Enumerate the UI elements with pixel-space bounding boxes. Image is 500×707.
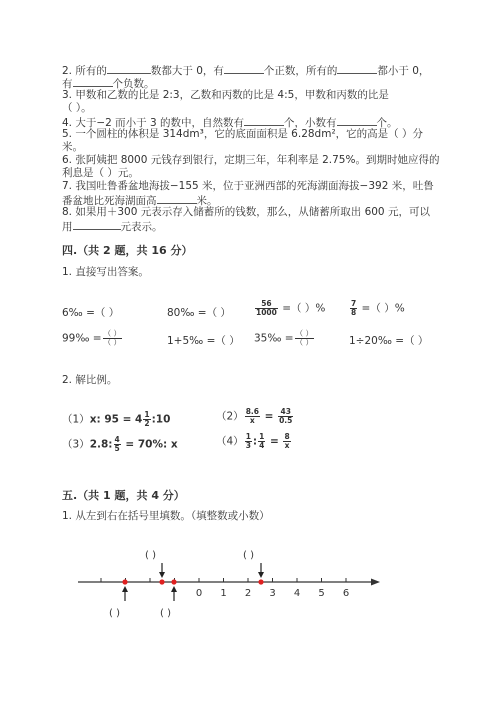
- denominator: 0.5: [279, 416, 293, 425]
- numerator: 7: [351, 299, 357, 308]
- q8-line2: [62, 219, 163, 234]
- calc-6: 1+5‰ =（ ）: [167, 335, 240, 347]
- tick-label: 6: [342, 588, 350, 599]
- axis-arrowhead: [371, 579, 380, 586]
- calc-5-text: 99‰ =: [62, 332, 102, 345]
- label: （4）: [216, 435, 244, 448]
- numerator: （ ）: [295, 329, 313, 338]
- bracket-bottom-2[interactable]: ( ): [160, 608, 171, 619]
- q2-text-5: 有: [62, 78, 73, 90]
- q7-blank[interactable]: [157, 193, 197, 204]
- q8-line1: 8. 如果用＋300 元表示存入储蓄所的钱数，那么，从储蓄所取出 600 元，可以: [62, 206, 430, 218]
- down-arrow-icon: [159, 563, 165, 578]
- calc-5: [62, 330, 123, 347]
- calc-7: [254, 330, 315, 347]
- expr: x: 95 = 4: [89, 413, 143, 426]
- denominator: 3: [245, 441, 251, 450]
- q2-text-6: 个负数。: [112, 78, 155, 90]
- q3-line2: （ ）。: [62, 102, 92, 114]
- numerator: 8.6: [245, 407, 259, 416]
- q4-text-2: 个，小数有: [284, 117, 337, 129]
- q5-line2: 米。: [62, 141, 83, 153]
- bracket-bottom-1[interactable]: ( ): [109, 608, 120, 619]
- equals: =: [260, 410, 278, 423]
- numerator: 1: [144, 410, 150, 419]
- up-arrow-icon: [171, 586, 177, 601]
- q2-blank-3[interactable]: [337, 63, 377, 74]
- point-marker-3: [171, 579, 176, 584]
- tick-label: 4: [293, 588, 301, 599]
- calc-2: 80‰ =（ ）: [167, 307, 231, 319]
- equals: =: [266, 435, 283, 448]
- q2-blank-4[interactable]: [73, 76, 113, 87]
- tick-label: 0: [195, 588, 203, 599]
- fraction: [278, 408, 293, 425]
- answer-fraction[interactable]: [103, 330, 122, 347]
- tick-label: 3: [269, 588, 276, 599]
- denominator: 1000: [256, 308, 277, 317]
- denominator: 5: [114, 444, 120, 453]
- s4-q2-title: 2. 解比例。: [62, 374, 118, 386]
- label: （3）: [62, 438, 90, 451]
- q3-line1: 3. 甲数和乙数的比是 2:3，乙数和丙数的比是 4:5，甲数和丙数的比是: [62, 89, 389, 101]
- calc-1: 6‰ =（ ）: [62, 307, 120, 319]
- q6-line2: 利息是（ ）元。: [62, 167, 139, 179]
- tick-label: 1: [220, 588, 227, 599]
- proportion-2: [216, 408, 294, 425]
- q7-text-1: 番盆地比死海湖面高: [62, 195, 157, 207]
- q6-line1: 6. 张阿姨把 8000 元钱存到银行，定期三年，年利率是 2.75%。到期时她应得的: [62, 154, 440, 166]
- q7-line1: 7. 我国吐鲁番盆地海拔−155 米，位于亚洲西部的死海湖面海拔−392 米，吐鲁: [62, 180, 434, 192]
- proportion-1: [62, 411, 170, 428]
- q4-blank-1[interactable]: [244, 115, 284, 126]
- q4-blank-2[interactable]: [337, 115, 377, 126]
- q2-blank-1[interactable]: [107, 63, 151, 74]
- answer-fraction[interactable]: [295, 330, 314, 347]
- q2-text-1: 2. 所有的: [62, 65, 107, 77]
- q7-text-2: 米。: [196, 195, 218, 207]
- numerator: 4: [114, 435, 120, 444]
- bracket-top-2[interactable]: ( ): [243, 550, 254, 561]
- expr-b: = 70%: x: [121, 438, 178, 451]
- s5-q1-title: 1. 从左到右在括号里填数。（填整数或小数）: [62, 510, 270, 522]
- tick-label: 5: [318, 588, 325, 599]
- denominator: 4: [259, 441, 265, 450]
- denominator: 8: [351, 308, 357, 317]
- denominator: （ ）: [103, 338, 121, 347]
- numerator: 56: [255, 300, 278, 309]
- q8-blank[interactable]: [73, 219, 121, 230]
- q5-line1: 5. 一个圆柱的体积是 314dm³，它的底面面积是 6.28dm²，它的高是（ ）分: [62, 128, 423, 140]
- q2-text-3: 个正数，所有的: [263, 65, 338, 77]
- q8-text-1: 用: [62, 221, 73, 233]
- expr-a: 2.8:: [89, 438, 113, 451]
- fraction: [114, 436, 121, 453]
- calc-7-text: 35‰ =: [254, 332, 294, 345]
- point-marker-2: [159, 579, 164, 584]
- numerator: 1: [259, 432, 265, 441]
- numerator: 8: [284, 432, 290, 441]
- tick-label: 2: [244, 588, 252, 599]
- tail: :10: [151, 413, 171, 426]
- calc-3-rest: =（ ）%: [278, 302, 326, 315]
- q2-blank-2[interactable]: [224, 63, 264, 74]
- section5-heading: 五.（共 1 题，共 4 分）: [62, 489, 185, 502]
- fraction: [245, 433, 252, 450]
- calc-4-rest: =（ ）%: [358, 302, 405, 315]
- section4-heading: 四.（共 2 题，共 16 分）: [62, 244, 193, 257]
- fraction: [255, 300, 278, 317]
- proportion-3: [62, 436, 178, 453]
- label: （2）: [216, 410, 244, 423]
- denominator: （ ）: [295, 338, 313, 347]
- numerator: 1: [245, 432, 251, 441]
- q2-text-4: 都小于 0，: [377, 65, 430, 77]
- q4-text-3: 个。: [376, 117, 398, 129]
- fraction: [143, 411, 150, 428]
- colon: :: [252, 435, 258, 448]
- up-arrow-icon: [122, 586, 128, 601]
- numerator: （ ）: [103, 329, 121, 338]
- calc-3: [254, 300, 325, 317]
- bracket-top-1[interactable]: ( ): [145, 550, 156, 561]
- point-marker-4: [258, 579, 263, 584]
- denominator: x: [284, 441, 290, 450]
- point-marker-1: [122, 579, 127, 584]
- denominator: 2: [144, 419, 150, 428]
- proportion-4: [216, 433, 292, 450]
- fraction: [258, 433, 265, 450]
- calc-8: 1÷20‰ =（ ）: [349, 335, 429, 347]
- down-arrow-icon: [258, 563, 264, 578]
- fraction: [245, 408, 260, 425]
- q2-text-2: 数都大于 0，有: [150, 65, 224, 77]
- label: （1）: [62, 413, 90, 426]
- s4-q1-title: 1. 直接写出答案。: [62, 266, 149, 278]
- fraction: [350, 300, 357, 317]
- calc-4: [349, 300, 405, 317]
- fraction: [283, 433, 290, 450]
- q4-text-1: 4. 大于−2 而小于 3 的数中，自然数有: [62, 117, 245, 129]
- q8-text-2: 元表示。: [120, 221, 163, 233]
- denominator: x: [249, 416, 255, 425]
- numerator: 43: [278, 408, 293, 417]
